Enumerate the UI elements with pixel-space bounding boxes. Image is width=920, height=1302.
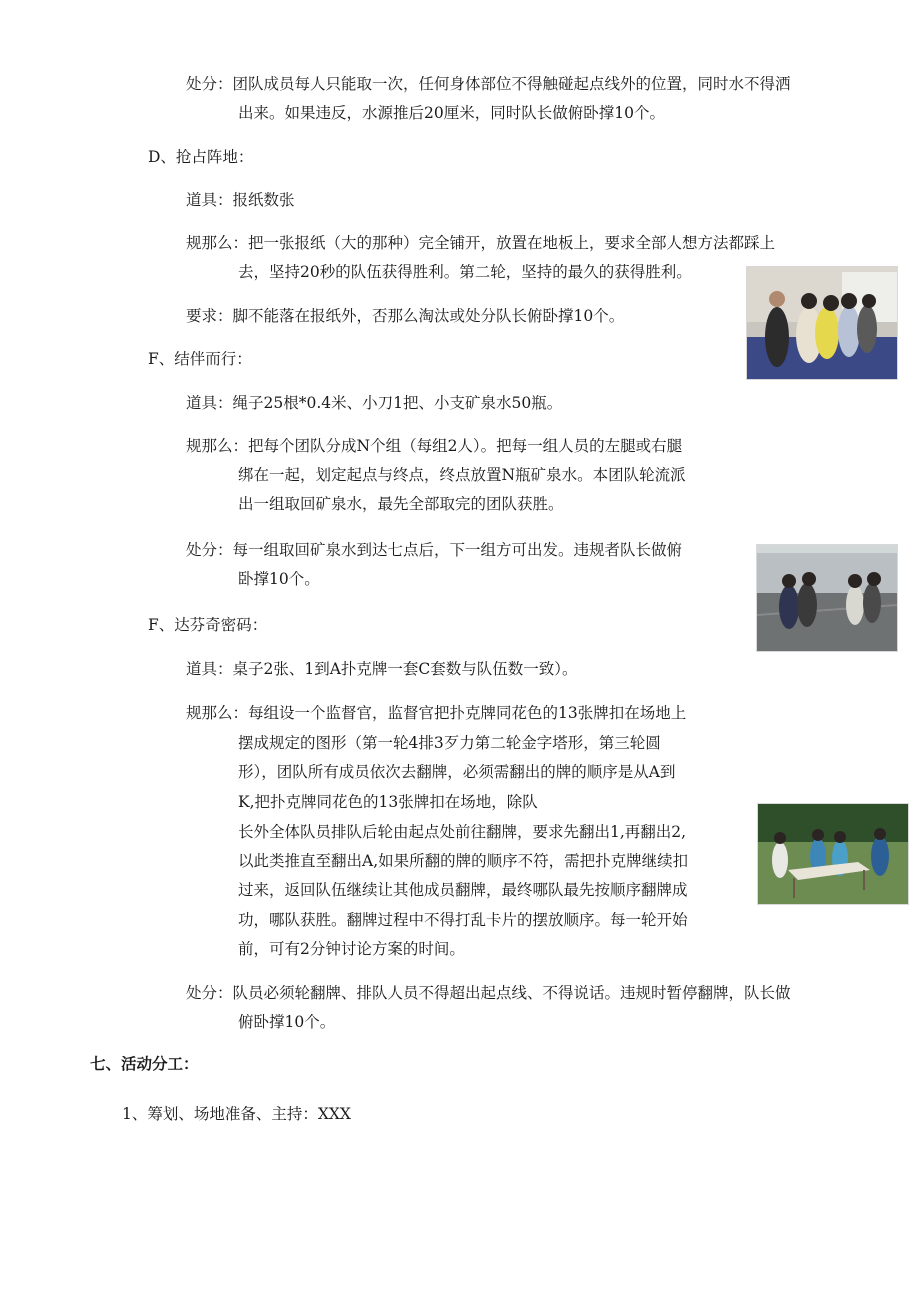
penalty-text-c-line2: 出来。如果违反，水源推后20厘米，同时队长做俯卧撑10个。 [238,104,665,122]
section-f1-rules-line3: 出一组取回矿泉水，最先全部取完的团队获胜。 [238,495,564,513]
section-f1-rules-line2: 绑在一起，划定起点与终点，终点放置N瓶矿泉水。本团队轮流派 [238,466,686,484]
section-7-title: 七、活动分工： [90,1055,199,1073]
section-f2-rules-line2: 摆成规定的图形（第一轮4排3歹力第二轮金字塔形，第三轮圆 [238,734,661,752]
section-f2-penalty-line1: 处分：队员必须轮翻牌、排队人员不得超出起点线、不得说话。违规时暂停翻牌，队长做 [186,984,791,1002]
section-f2-rules-line1: 规那么：每组设一个监督官，监督官把扑克牌同花色的13张牌扣在场地上 [186,704,687,722]
section-f2-rules-line3: 形），团队所有成员依次去翻牌，必须需翻出的牌的顺序是从A到 [238,763,676,781]
section-f1-penalty-line1: 处分：每一组取回矿泉水到达七点后，下一组方可出发。违规者队长做俯 [186,541,683,559]
section-f2-rules-line9: 前，可有2分钟讨论方案的时间。 [238,940,465,958]
section-f2-rules-line7: 过来，返回队伍继续让其他成员翻牌，最终哪队最先按顺序翻牌成 [238,881,688,899]
photo-three-legged-race [756,544,898,652]
section-f1-rules-line1: 规那么：把每个团队分成N个组（每组2人）。把每一组人员的左腿或右腿 [186,437,683,455]
section-f2-props: 道具：桌子2张、1到A扑克牌一套C套数与队伍数一致）。 [186,660,578,678]
section-f2-rules-line4: K,把扑克牌同花色的13张牌扣在场地，除队 [238,793,538,811]
photo-team-huddle [746,266,898,380]
photo-card-flipping-game [757,803,909,905]
penalty-text-c-line1: 处分：团队成员每人只能取一次，任何身体部位不得触碰起点线外的位置，同时水不得洒 [186,75,791,93]
section-f1-props: 道具：绳子25根*0.4米、小刀1把、小支矿泉水50瓶。 [186,394,563,412]
section-7-item1: 1、筹划、场地准备、主持：XXX [122,1105,351,1123]
section-d-rules-line1: 规那么：把一张报纸（大的那种）完全铺开，放置在地板上，要求全部人想方法都踩上 [186,234,776,252]
section-d-title: D、抢占阵地： [148,148,254,166]
section-f2-rules-line8: 功，哪队获胜。翻牌过程中不得打乱卡片的摆放顺序。每一轮开始 [238,911,688,929]
section-f2-rules-line6: 以此类推直至翻出A,如果所翻的牌的顺序不符，需把扑克牌继续扣 [238,852,689,870]
section-f1-penalty-line2: 卧撑10个。 [238,570,320,588]
section-f2-rules-line5: 长外全体队员排队后轮由起点处前往翻牌，要求先翻出1,再翻出2, [238,823,687,841]
section-d-props: 道具：报纸数张 [186,191,295,209]
section-f2-title: F、达芬奇密码： [148,616,268,634]
section-d-rules-line2: 去，坚持20秒的队伍获得胜利。第二轮，坚持的最久的获得胜利。 [238,263,692,281]
section-d-requirement: 要求：脚不能落在报纸外，否那么淘汰或处分队长俯卧撑10个。 [186,307,625,325]
section-f2-penalty-line2: 俯卧撑10个。 [238,1013,336,1031]
section-f1-title: F、结伴而行： [148,350,252,368]
